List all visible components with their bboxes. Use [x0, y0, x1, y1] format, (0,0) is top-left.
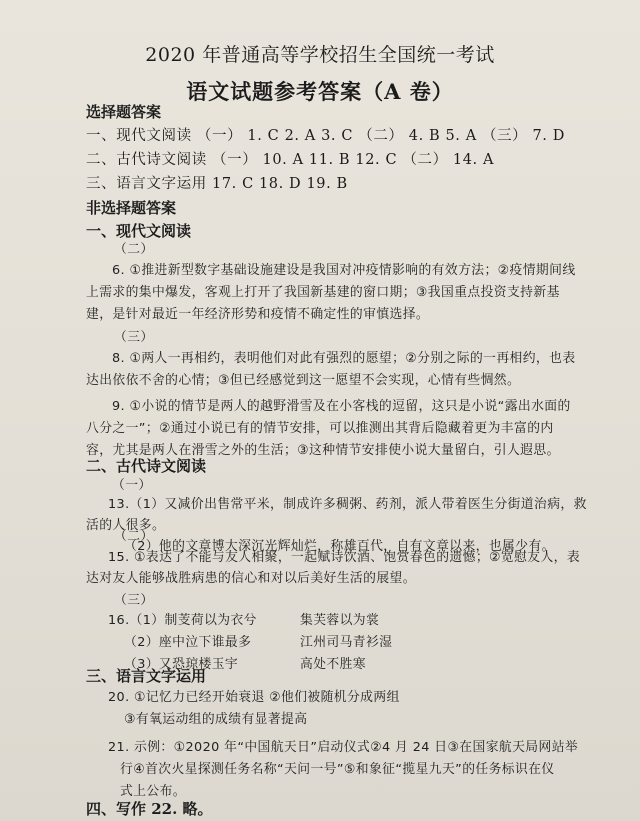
answer-q20-line: 20. ①记忆力已经开始衰退 ②他们被随机分成两组 — [108, 690, 400, 705]
nonchoice-answers-heading: 非选择题答案 — [86, 199, 177, 217]
answer-q20-line: ③有氧运动组的成绩有显著提高 — [124, 712, 308, 727]
answer-q15-line: 达对友人能够战胜病患的信心和对以后美好生活的展望。 — [86, 571, 416, 586]
choice-answers-line-1: 一、现代文阅读 （一） 1. C 2. A 3. C （二） 4. B 5. A （三） 7. D — [86, 128, 565, 144]
answer-q21-line: 行④首次火星探测任务名称“天问一号”⑤和象征“揽星九天”的任务标识在仪 — [120, 762, 555, 777]
choice-answers-heading: 选择题答案 — [86, 103, 162, 121]
subsection-label: （二） — [114, 242, 154, 257]
answer-q13-line: （2）他的文章博大深沉光辉灿烂，称雄百代，自有文章以来，也属少有。 — [124, 539, 555, 554]
answer-q13-line: 活的人很多。 — [86, 518, 166, 533]
answer-q16-line: （3）又恐琼楼玉宇 — [124, 657, 239, 672]
choice-answers-line-2: 二、古代诗文阅读 （一） 10. A 11. B 12. C （二） 14. A — [86, 152, 495, 168]
exam-title: 2020 年普通高等学校招生全国统一考试 — [145, 44, 495, 66]
subsection-label: （一） — [112, 478, 152, 493]
answer-q8-line: 8. ①两人一再相约，表明他们对此有强烈的愿望；②分别之际的一再相约，也表 — [112, 351, 576, 366]
answer-q6-line: 建，是针对最近一年经济形势和疫情不确定性的审慎选择。 — [86, 307, 430, 322]
choice-answers-line-3: 三、语言文字运用 17. C 18. D 19. B — [86, 176, 348, 192]
answer-q16-line: 集芙蓉以为裳 — [300, 613, 380, 628]
answer-q15-line: 15. ①表达了不能与友人相聚，一起赋诗饮酒、饱赏春色的遗憾；②宽慰友人，表 — [108, 550, 581, 565]
answer-q6-line: 6. ①推进新型数字基础设施建设是我国对冲疫情影响的有效方法；②疫情期间线 — [112, 263, 576, 278]
section-modern-reading-heading: 一、现代文阅读 — [86, 222, 192, 240]
answer-q8-line: 达出依依不舍的心情；③但已经感觉到这一愿望不会实现，心情有些惆然。 — [86, 373, 521, 388]
subsection-label: （三） — [114, 593, 154, 608]
answer-q9-line: 八分之一”；②通过小说已有的情节安排，可以推测出其背后隐藏着更为丰富的内 — [86, 421, 554, 436]
answer-q9-line: 9. ①小说的情节是两人的越野滑雪及在小客栈的逗留，这只是小说“露出水面的 — [112, 399, 571, 414]
answer-q16-line: 高处不胜寒 — [300, 657, 366, 672]
answer-q9-line: 容，尤其是两人在滑雪之外的生活；③这种情节安排使小说大量留白，引人遐思。 — [86, 443, 560, 458]
answer-q21-line: 式上公布。 — [120, 784, 186, 799]
subsection-label: （二） — [114, 529, 154, 544]
answer-key-title: 语文试题参考答案（A 卷） — [186, 79, 454, 104]
answer-q6-line: 上需求的集中爆发，客观上打开了我国新基建的窗口期；③我国重点投资支持新基 — [86, 285, 560, 300]
answer-q13-line: 13.（1）又减价出售常平米，制成许多稠粥、药剂，派人带着医生分街道治病，救 — [108, 497, 587, 512]
answer-q16-line: （2）座中泣下谁最多 — [124, 635, 252, 650]
section-language-use-heading: 三、语言文字运用 — [86, 667, 207, 685]
answer-q16-line: 16.（1）制芰荷以为衣兮 — [108, 613, 257, 628]
section-writing-heading: 四、写作 22. 略。 — [86, 800, 213, 818]
subsection-label: （三） — [114, 330, 154, 345]
answer-q16-line: 江州司马青衫湿 — [300, 635, 393, 650]
section-classical-reading-heading: 二、古代诗文阅读 — [86, 457, 207, 475]
answer-q21-line: 21. 示例：①2020 年“中国航天日”启动仪式②4 月 24 日③在国家航天局网站举 — [108, 740, 579, 755]
